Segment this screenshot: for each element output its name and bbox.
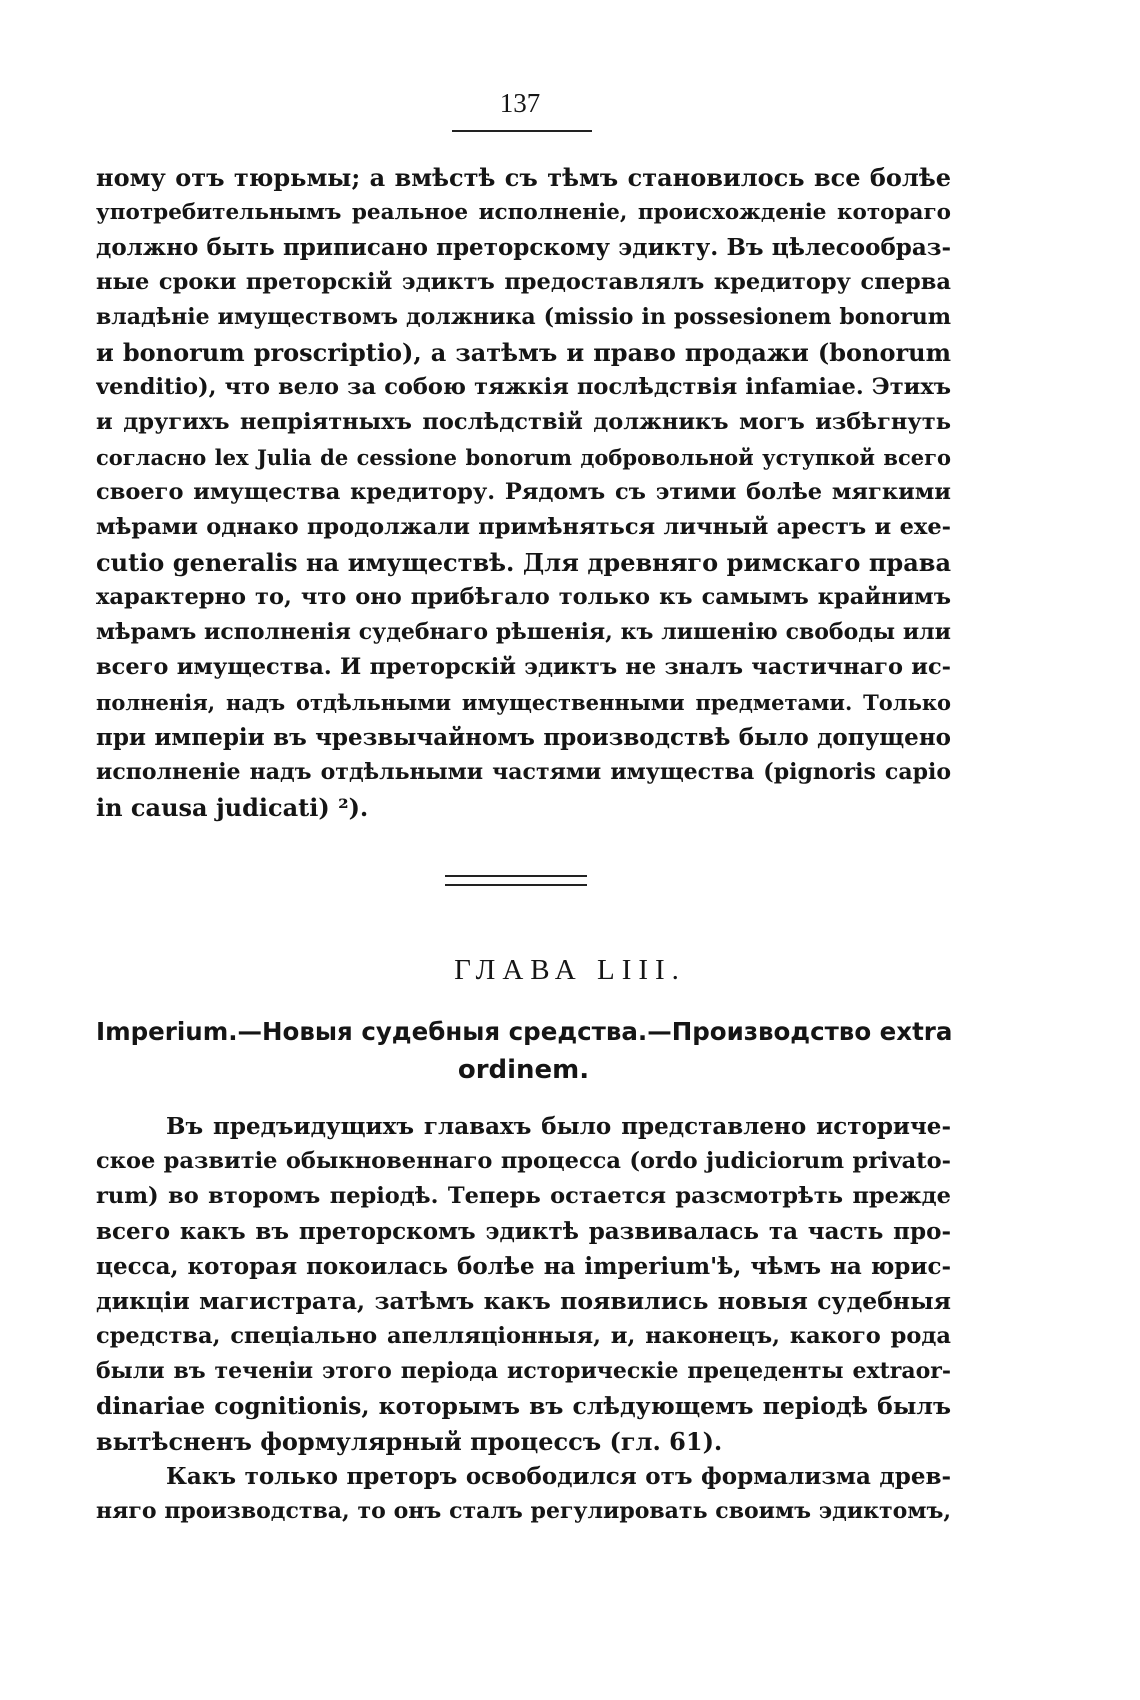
- chapter-subtitle-line: ordinem.: [457, 1055, 590, 1085]
- text-line: вытѣсненъ формулярный процессъ (гл. 61).: [96, 1427, 723, 1456]
- chapter-body: [96, 1109, 951, 1529]
- text-line: владѣніе имуществомъ должника (missio in possesionem bonorum: [96, 304, 951, 330]
- text-line: мѣрамъ исполненія судебнаго рѣшенія, къ лишенію свободы или: [96, 619, 951, 645]
- text-line: были въ теченіи этого періода историческіе прецеденты extraor-: [96, 1358, 951, 1384]
- text-line: dinariae cognitionis, которымъ въ слѣдующемъ періодѣ былъ: [96, 1392, 951, 1420]
- paragraph-continued: [96, 160, 951, 825]
- page-number-rule: [452, 130, 592, 132]
- text-line: ные сроки преторскій эдиктъ предоставлялъ кредитору сперва: [96, 269, 951, 295]
- text-line: всего какъ въ преторскомъ эдиктѣ развивалась та часть про-: [96, 1218, 951, 1245]
- text-line: и другихъ непріятныхъ послѣдствій должникъ могъ избѣгнуть: [96, 409, 951, 435]
- text-line: и bonorum proscriptio), а затѣмъ и право продажи (bonorum: [96, 338, 951, 367]
- text-line: исполненіе надъ отдѣльными частями имущества (pignoris capio: [96, 759, 951, 785]
- text-line: всего имущества. И преторскій эдиктъ не зналъ частичнаго ис-: [96, 654, 951, 680]
- text-line: средства, спеціально апелляціонныя, и, наконецъ, какого рода: [96, 1323, 951, 1349]
- text-line: rum) во второмъ періодѣ. Теперь остается разсмотрѣть прежде: [96, 1183, 951, 1209]
- text-line: in causa judicati) ²).: [96, 793, 369, 822]
- text-line: полненія, надъ отдѣльными имущественными предметами. Только: [96, 690, 951, 715]
- text-line: характерно то, что оно прибѣгало только къ самымъ крайнимъ: [96, 584, 951, 610]
- text-line: ское развитіе обыкновеннаго процесса (ordo judiciorum privato-: [96, 1148, 951, 1174]
- chapter-subtitle: [96, 1013, 951, 1089]
- text-line: употребительнымъ реальное исполненіе, происхожденіе котораго: [96, 200, 951, 225]
- text-line: ному отъ тюрьмы; а вмѣстѣ съ тѣмъ становилось все болѣе: [96, 163, 951, 192]
- text-line: Какъ только преторъ освободился отъ формализма древ-: [166, 1463, 951, 1490]
- page-number: 137: [499, 88, 541, 118]
- text-line: цесса, которая покоилась болѣе на imperium'ѣ, чѣмъ на юрис-: [96, 1253, 951, 1280]
- text-line: Въ предъидущихъ главахъ было представлено историче-: [166, 1113, 951, 1140]
- text-line: дикціи магистрата, затѣмъ какъ появились новыя судебныя: [96, 1287, 951, 1315]
- text-line: cutio generalis на имуществѣ. Для древняго римскаго права: [96, 548, 951, 577]
- text-line: своего имущества кредитору. Рядомъ съ этими болѣе мягкими: [96, 479, 951, 505]
- text-line: няго производства, то онъ сталъ регулировать своимъ эдиктомъ,: [96, 1498, 951, 1524]
- text-line: при имперіи въ чрезвычайномъ производствѣ было допущено: [96, 724, 951, 751]
- text-line: согласно lex Julia de cessione bonorum добровольной уступкой всего: [96, 445, 951, 470]
- text-line: venditio), что вело за собою тяжкія послѣдствія infamiae. Этихъ: [96, 374, 951, 400]
- chapter-subtitle-line: Imperium.—Новыя судебныя средства.—Производство extra: [96, 1017, 953, 1046]
- chapter-heading: ГЛАВА LIII.: [454, 954, 686, 986]
- text-line: мѣрами однако продолжали примѣняться личный арестъ и exe-: [96, 514, 951, 540]
- section-separator-rule: [445, 875, 587, 886]
- text-line: должно быть приписано преторскому эдикту. Въ цѣлесообраз-: [96, 234, 951, 261]
